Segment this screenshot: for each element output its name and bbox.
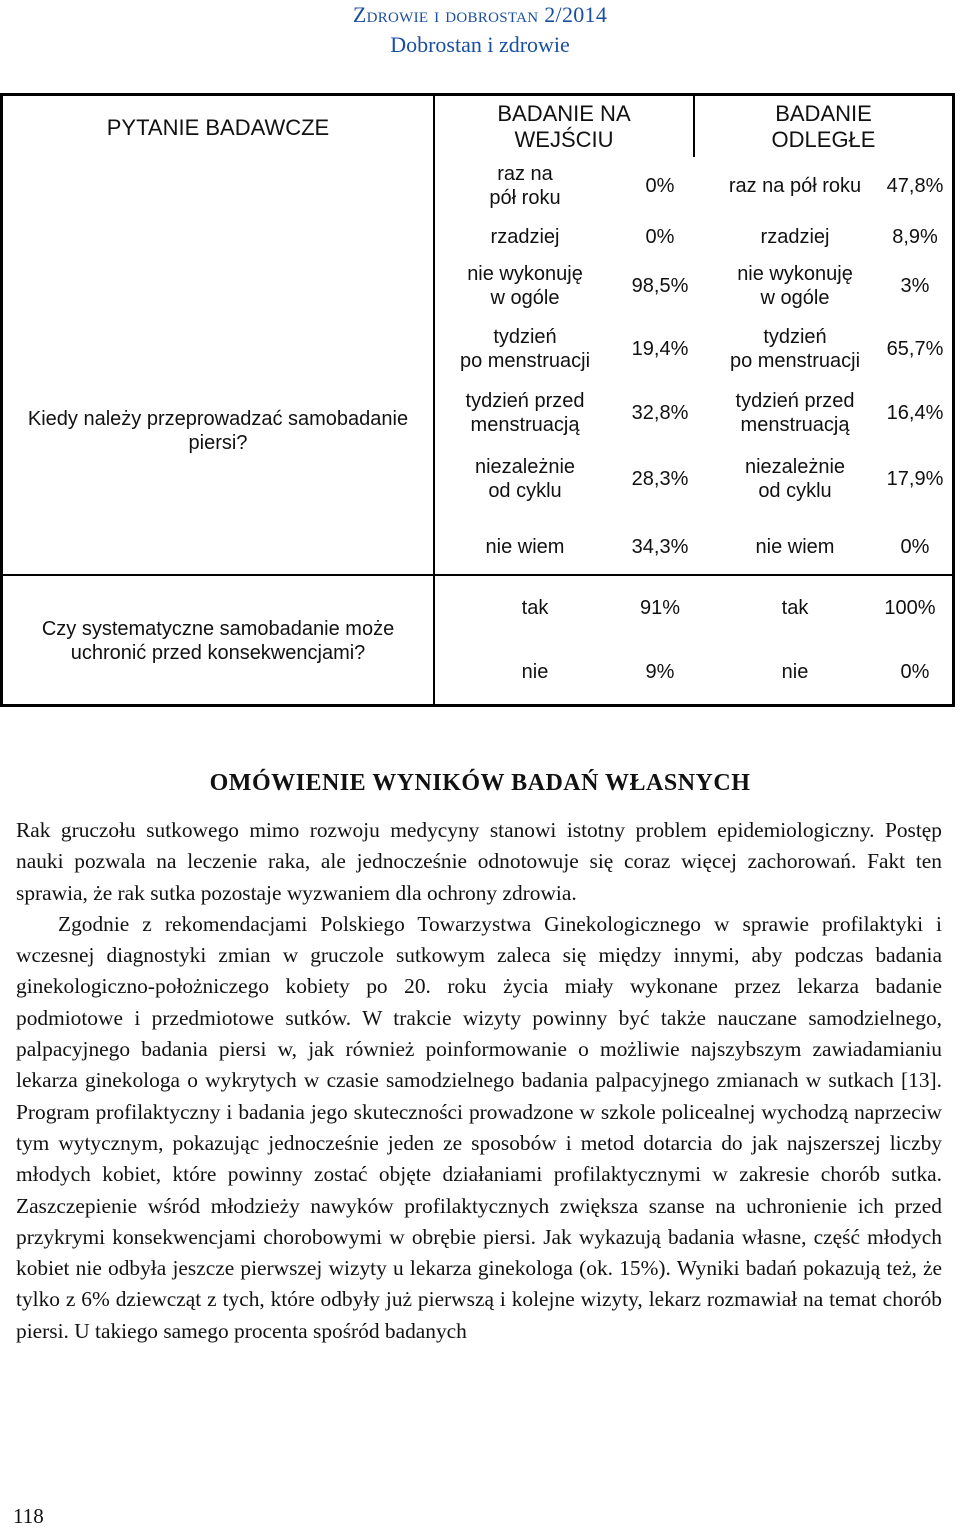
answer-value: 34,3%	[631, 536, 689, 558]
followup-header: BADANIE ODLEGŁE	[771, 100, 876, 152]
answer-label: niezależnie od cyklu	[474, 456, 576, 502]
answer-label: raz na pół roku	[489, 163, 561, 209]
answer-label: nie	[521, 661, 549, 683]
question-header: PYTANIE BADAWCZE	[106, 115, 330, 140]
discussion-body	[16, 815, 942, 1347]
answer-value: 0%	[645, 226, 675, 248]
journal-header: Zdrowie i dobrostan 2/2014	[352, 2, 608, 27]
answer-value: 0%	[900, 536, 930, 558]
survey-table	[0, 93, 955, 707]
answer-value: 28,3%	[631, 468, 689, 490]
answer-label: tak	[781, 597, 809, 619]
answer-label: rzadziej	[490, 226, 560, 248]
paragraph-2: Zgodnie z rekomendacjami Polskiego Towarzystwa Ginekologicznego w sprawie profilaktyki i wczesnej diagnostyki zmian w gruczole sutkowym zaleca się między innymi, aby podczas badania ginekologiczno-położniczego kobiety po 20. roku życia miały wykonane przez lekarza badanie podmiotowe i przedmiotowe sutków. W trakcie wizyty powinny być także nauczane samodzielnego, palpacyjnego badania piersi w, jak również poinformowanie o możliwie najszybszym zawiadamianiu lekarza ginekologa o wykrytych w czasie samodzielnego badania palpacyjnego zmianach w sutkach [13]. Program profilaktyczny i badania jego skuteczności prowadzone w szkole policealnej wychodzą naprzeciw tym wytycznym, pokazując jednocześnie jeden ze sposobów i metod dotarcia do jak najszerszej liczby młodych kobiet, które powinny zostać objęte działaniami profilaktycznymi w zakresie chorób sutka. Zaszczepienie wśród młodzieży nawyków profilaktycznych zwiększa szanse na uchronienie ich przed przykrymi konsekwencjami chorobowymi w obrębie piersi. Jak wykazują badania własne, część młodych kobiet nie odbyła jeszcze pierwszej wizyty u lekarza ginekologa (ok. 15%). Wyniki badań pokazują też, że tylko z 6% dziewcząt z tych, które odbyły już pierwszą i kolejne wizyty, lekarz rozmawiał na temat chorób piersi. U takiego samego procenta spośród badanych	[16, 911, 942, 1343]
answer-label: tydzień po menstruacji	[729, 326, 861, 372]
answer-label: nie wykonuję w ogóle	[737, 263, 853, 309]
entry-header: BADANIE NA WEJŚCIU	[497, 100, 631, 152]
answer-value: 47,8%	[886, 175, 944, 197]
answer-label: tak	[521, 597, 549, 619]
answer-value: 19,4%	[631, 338, 689, 360]
answer-label: rzadziej	[760, 226, 830, 248]
question-1: Kiedy należy przeprowadzać samobadanie piersi?	[27, 408, 409, 454]
answer-value: 100%	[884, 597, 936, 619]
answer-value: 98,5%	[631, 275, 689, 297]
answer-value: 91%	[639, 597, 681, 619]
answer-label: tydzień przed menstruacją	[735, 390, 855, 436]
answer-label: niezależnie od cyklu	[744, 456, 846, 502]
answer-value: 0%	[645, 175, 675, 197]
question-2: Czy systematyczne samobadanie może uchronić przed konsekwencjami?	[41, 618, 395, 664]
answer-value: 16,4%	[886, 402, 944, 424]
answer-value: 8,9%	[892, 226, 938, 248]
section-header: Dobrostan i zdrowie	[390, 32, 570, 57]
answer-label: nie wiem	[755, 536, 835, 558]
answer-label: tydzień przed menstruacją	[465, 390, 585, 436]
answer-value: 32,8%	[631, 402, 689, 424]
page-number: 118	[13, 1504, 44, 1528]
discussion-title: OMÓWIENIE WYNIKÓW BADAŃ WŁASNYCH	[209, 770, 751, 796]
answer-value: 0%	[900, 661, 930, 683]
answer-label: nie	[781, 661, 809, 683]
answer-label: nie wykonuję w ogóle	[467, 263, 583, 309]
row-divider-q	[3, 574, 952, 576]
answer-value: 65,7%	[886, 338, 944, 360]
answer-label: nie wiem	[485, 536, 565, 558]
answer-label: tydzień po menstruacji	[459, 326, 591, 372]
answer-value: 17,9%	[886, 468, 944, 490]
answer-value: 3%	[900, 275, 930, 297]
paragraph-1: Rak gruczołu sutkowego mimo rozwoju medycyny stanowi istotny problem epidemiologiczny. Postęp nauki pozwala na leczenie raka, ale jednocześnie odnotowuje się coraz więcej zachorowań. Fakt ten sprawia, że rak sutka pozostaje wyzwaniem dla ochrony zdrowia.	[16, 818, 942, 905]
answer-value: 9%	[645, 661, 675, 683]
answer-label: raz na pół roku	[728, 175, 862, 197]
